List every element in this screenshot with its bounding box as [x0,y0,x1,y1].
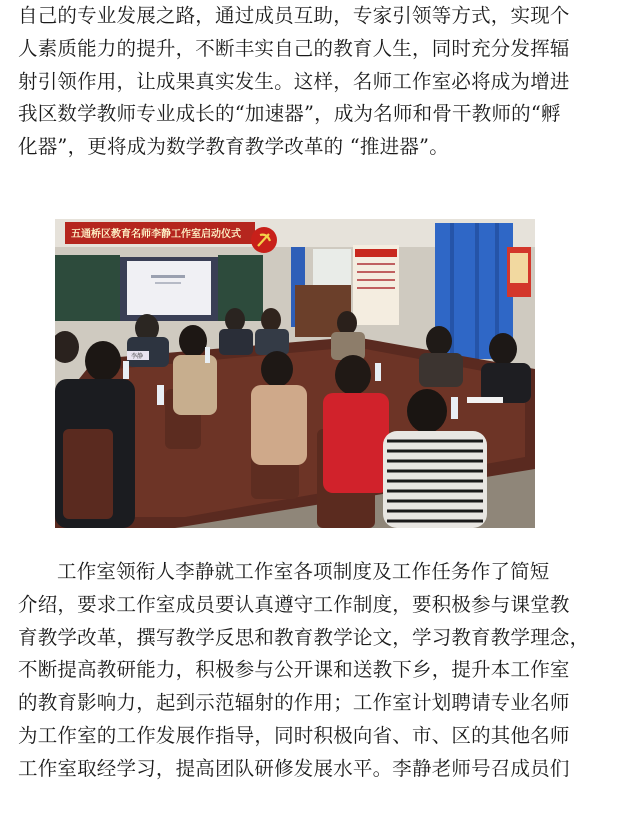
text-line: 不断提高教研能力，积极参与公开课和送教下乡，提升本工作室 [18,658,570,682]
text-line: 介绍，要求工作室成员要认真遵守工作制度，要积极参与课堂教 [18,592,570,616]
text-line: 化器”，更将成为数学教育教学改革的 “推进器”。 [18,135,449,159]
name-card-text: 李静 [131,353,144,360]
text-line: 育教学改革，撰写教学反思和教育教学论文，学习教育教学理念， [18,625,590,649]
text-line: 射引领作用，让成果真实发生。这样，名师工作室必将成为增进 [18,69,570,93]
text-line: 的教育影响力，起到示范辐射的作用；工作室计划聘请专业名师 [18,691,570,715]
banner-text: 五通桥区教育名师李静工作室启动仪式 [71,229,241,240]
paragraph-bottom [18,556,608,786]
text-line: 人素质能力的提升，不断丰实自己的教育人生，同时充分发挥辐 [18,36,570,60]
text-line: 工作室领衔人李静就工作室各项制度及工作任务作了简短 [57,560,550,583]
text-line: 自己的专业发展之路，通过成员互助，专家引领等方式，实现个 [18,4,570,27]
text-line: 工作室取经学习，提高团队研修发展水平。李静老师号召成员们 [18,756,570,780]
paragraph-top [18,0,608,164]
text-line: 为工作室的工作发展作指导，同时积极向省、市、区的其他名师 [18,723,570,747]
text-line: 我区数学教师专业成长的“加速器”，成为名师和骨干教师的“孵 [18,102,561,126]
meeting-photo [55,219,535,528]
